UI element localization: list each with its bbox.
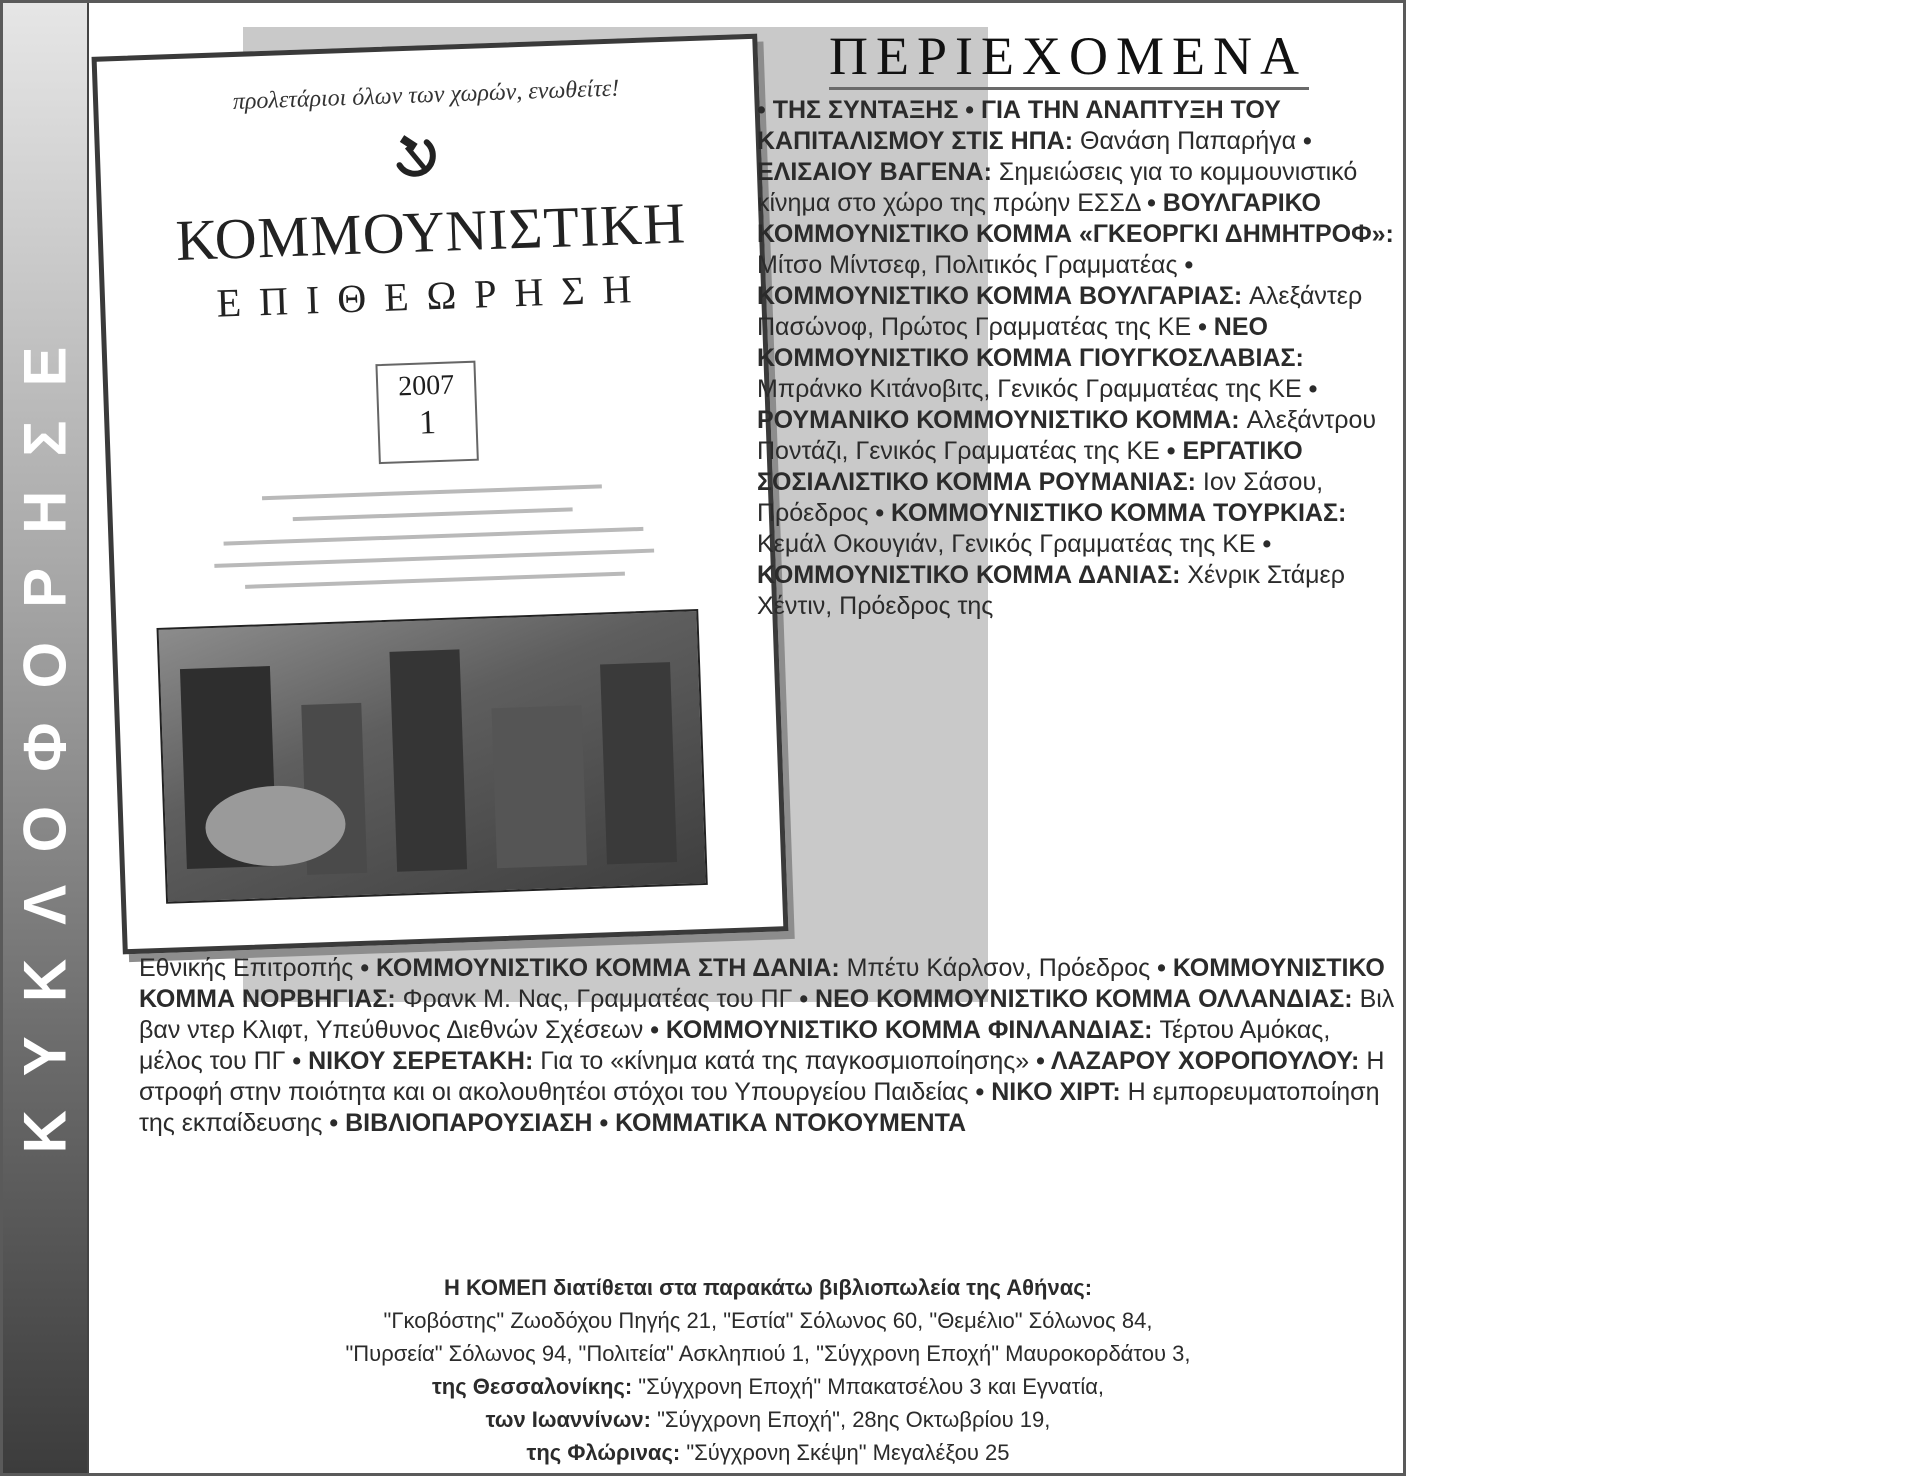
toc-lower-block <box>139 953 1399 1139</box>
toc-segment: • ΚΟΜΜΟΥΝΙΣΤΙΚΟ ΚΟΜΜΑ ΣΤΗ ΔΑΝΙΑ: <box>360 954 847 982</box>
toc-segment: Χένρικ Στάμερ Χέντιν, Πρόεδρος της <box>757 561 1345 620</box>
toc-segment: Εθνικής Επιτροπής <box>139 954 361 982</box>
bookstore-line <box>133 1403 1403 1436</box>
sidebar-label: ΚΥΚΛΟΦΟΡΗΣΕ <box>11 312 79 1154</box>
toc-segment: Τέρτου Αμόκας, μέλος του ΠΓ <box>139 1016 1331 1075</box>
bookstore-line: "Γκοβόστης" Ζωοδόχου Πηγής 21, "Εστία" Σόλωνος 60, "Θεμέλιο" Σόλωνος 84, <box>383 1308 1153 1333</box>
toc-segment: • ΓΙΑ ΤΗΝ ΑΝΑΠΤΥΞΗ ΤΟΥ ΚΑΠΙΤΑΛΙΣΜΟΥ ΣΤΙΣ ΗΠΑ: <box>757 96 1281 155</box>
toc-segment: • ΤΗΣ ΣΥΝΤΑΞΗΣ <box>757 96 966 124</box>
cover-photo <box>157 609 708 904</box>
toc-segment: Θανάση Παπαρήγα <box>1080 127 1304 155</box>
magazine-cover <box>92 34 789 955</box>
cover-text-line <box>262 484 602 500</box>
cover-year: 2007 <box>397 369 455 403</box>
sidebar-banner <box>3 3 89 1473</box>
cover-subtitle: ΕΠΙΘΕΩΡΗΣΗ <box>215 265 651 326</box>
toc-segment: • ΚΟΜΜΟΥΝΙΣΤΙΚΟ ΚΟΜΜΑ ΦΙΝΛΑΝΔΙΑΣ: <box>650 1016 1160 1044</box>
toc-segment: Η εμπορευματοποίηση της εκπαίδευσης <box>139 1078 1380 1137</box>
toc-segment: • ΝΙΚΟΥ ΣΕΡΕΤΑΚΗ: <box>292 1047 541 1075</box>
bookstore-text: "Σύγχρονη Σκέψη" Μεγαλέξου 25 <box>680 1440 1010 1465</box>
toc-segment: Βιλ βαν ντερ Κλιφτ, Υπεύθυνος Διεθνών Σχέσεων <box>139 985 1395 1044</box>
toc-segment: • ΝΙΚΟ ΧΙΡΤ: <box>975 1078 1128 1106</box>
cover-title: ΚΟΜΜΟΥΝΙΣΤΙΚΗ <box>174 190 687 274</box>
toc-segment: • ΕΛΙΣΑΙΟΥ ΒΑΓΕΝΑ: <box>757 127 1312 186</box>
toc-segment: • ΒΟΥΛΓΑΡΙΚΟ ΚΟΜΜΟΥΝΙΣΤΙΚΟ ΚΟΜΜΑ «ΓΚΕΟΡΓΚΙ ΔΗΜΗΤΡΟΦ»: <box>757 189 1394 248</box>
toc-segment: • ΚΟΜΜΟΥΝΙΣΤΙΚΟ ΚΟΜΜΑ ΝΟΡΒΗΓΙΑΣ: <box>139 954 1385 1013</box>
toc-segment: Μπράνκο Κιτάνοβιτς, Γενικός Γραμματέας της ΚΕ <box>757 375 1309 403</box>
toc-segment: Αλεξάντρου Ποντάζι, Γενικός Γραμματέας της ΚΕ <box>757 406 1377 465</box>
cover-text-line <box>224 527 644 546</box>
bookstore-line: "Πυρσεία" Σόλωνος 94, "Πολιτεία" Ασκληπιού 1, "Σύγχρονη Εποχή" Μαυροκορδάτου 3, <box>345 1341 1191 1366</box>
bookstore-heading: Η ΚΟΜΕΠ διατίθεται στα παρακάτω βιβλιοπωλεία της Αθήνας: <box>443 1275 1093 1300</box>
bookstore-line <box>133 1436 1403 1469</box>
toc-upper-block <box>757 95 1399 622</box>
toc-segment: Μπέτυ Κάρλσον, Πρόεδρος <box>846 954 1158 982</box>
toc-segment: Φρανκ Μ. Νας, Γραμματέας του ΠΓ <box>402 985 800 1013</box>
toc-segment: Αλεξάντερ Πασώνοφ, Πρώτος Γραμματέας της ΚΕ <box>757 282 1363 341</box>
toc-segment: • ΝΕΟ ΚΟΜΜΟΥΝΙΣΤΙΚΟ ΚΟΜΜΑ ΟΛΛΑΝΔΙΑΣ: <box>799 985 1360 1013</box>
bookstore-city: της Θεσσαλονίκης: <box>431 1374 633 1399</box>
cover-issue-number: 1 <box>418 404 437 442</box>
bookstore-text: "Σύγχρονη Εποχή" Μπακατσέλου 3 και Εγνατία, <box>632 1374 1105 1399</box>
toc-segment: • ΚΟΜΜΟΥΝΙΣΤΙΚΟ ΚΟΜΜΑ ΔΑΝΙΑΣ: <box>757 530 1272 589</box>
bookstore-text: "Σύγχρονη Εποχή", 28ης Οκτωβρίου 19, <box>651 1407 1051 1432</box>
toc-segment: • ΚΟΜΜΑΤΙΚΑ ΝΤΟΚΟΥΜΕΝΤΑ <box>599 1109 967 1137</box>
toc-segment: • ΒΙΒΛΙΟΠΑΡΟΥΣΙΑΣΗ <box>329 1109 600 1137</box>
toc-heading: ΠΕΡΙΕΧΟΜΕΝΑ <box>829 25 1309 90</box>
toc-segment: Για το «κίνημα κατά της παγκοσμιοποίησης» <box>540 1047 1037 1075</box>
cover-text-line <box>214 549 654 568</box>
toc-segment: • ΚΟΜΜΟΥΝΙΣΤΙΚΟ ΚΟΜΜΑ ΒΟΥΛΓΑΡΙΑΣ: <box>757 251 1250 310</box>
cover-slogan: προλετάριοι όλων των χωρών, ενωθείτε! <box>232 75 620 115</box>
toc-segment: • ΚΟΜΜΟΥΝΙΣΤΙΚΟ ΚΟΜΜΑ ΤΟΥΡΚΙΑΣ: <box>875 499 1347 527</box>
bookstore-city: της Φλώρινας: <box>526 1440 681 1465</box>
bookstore-line <box>133 1370 1403 1403</box>
toc-segment: Κεμάλ Οκουγιάν, Γενικός Γραμματέας της ΚΕ <box>757 530 1263 558</box>
toc-segment: Ιον Σάσου, Πρόεδρος <box>757 468 1324 527</box>
toc-segment: • ΛΑΖΑΡΟΥ ΧΟΡΟΠΟΥΛΟΥ: <box>1036 1047 1367 1075</box>
hammer-sickle-icon <box>386 128 444 186</box>
cover-text-line <box>245 572 625 589</box>
toc-segment: • ΝΕΟ ΚΟΜΜΟΥΝΙΣΤΙΚΟ ΚΟΜΜΑ ΓΙΟΥΓΚΟΣΛΑΒΙΑΣ: <box>757 313 1304 372</box>
toc-segment: Μίτσο Μίντσεφ, Πολιτικός Γραμματέας <box>757 251 1185 279</box>
toc-segment: Η στροφή στην ποιότητα και οι ακολουθητέοι στόχοι του Υπουργείου Παιδείας <box>139 1047 1385 1106</box>
toc-segment: • ΕΡΓΑΤΙΚΟ ΣΟΣΙΑΛΙΣΤΙΚΟ ΚΟΜΜΑ ΡΟΥΜΑΝΙΑΣ: <box>757 437 1303 496</box>
bookstore-list <box>133 1271 1403 1469</box>
cover-issue-box <box>375 361 478 464</box>
cover-text-line <box>293 507 573 521</box>
toc-segment: • ΡΟΥΜΑΝΙΚΟ ΚΟΜΜΟΥΝΙΣΤΙΚΟ ΚΟΜΜΑ: <box>757 375 1318 434</box>
toc-segment: Σημειώσεις για το κομμουνιστικό κίνημα στο χώρο της πρώην ΕΣΣΔ <box>757 158 1358 217</box>
bookstore-city: των Ιωαννίνων: <box>485 1407 651 1432</box>
